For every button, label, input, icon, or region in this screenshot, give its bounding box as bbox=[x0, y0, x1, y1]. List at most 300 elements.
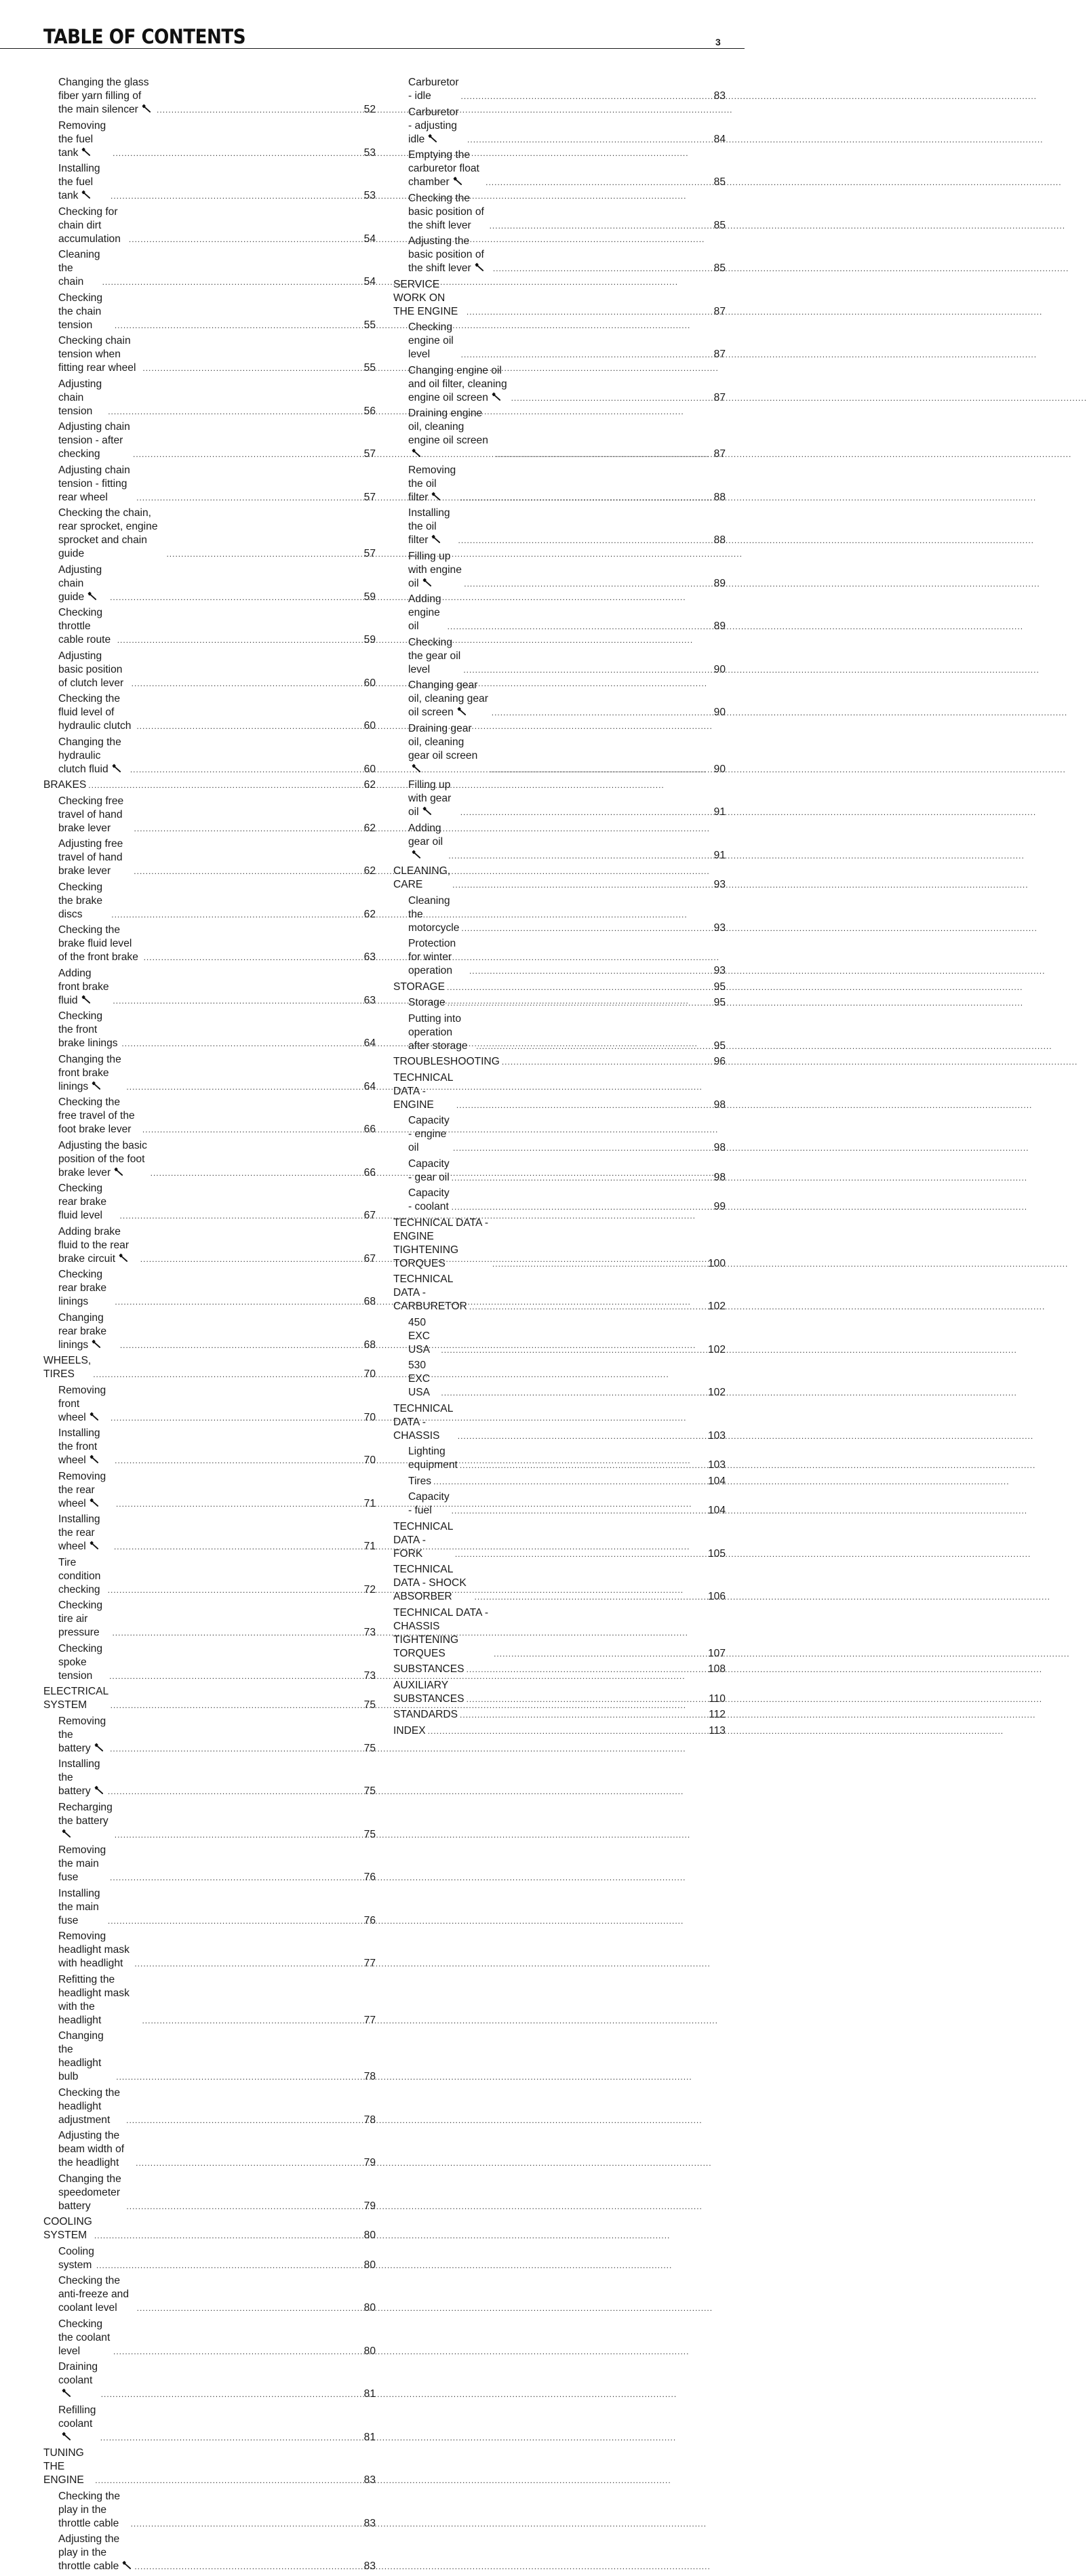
toc-section-heading[interactable] bbox=[393, 1563, 726, 1604]
toc-dot-leader bbox=[120, 1209, 360, 1223]
toc-dot-leader bbox=[144, 951, 360, 964]
toc-entry-label bbox=[58, 205, 127, 246]
toc-section-heading[interactable] bbox=[393, 865, 726, 892]
toc-entry[interactable] bbox=[43, 334, 376, 375]
wrench-icon bbox=[61, 2432, 72, 2441]
toc-entry[interactable] bbox=[43, 1182, 376, 1223]
toc-entry[interactable] bbox=[43, 2173, 376, 2213]
toc-entry[interactable] bbox=[43, 1053, 376, 1094]
toc-entry-label bbox=[58, 507, 164, 561]
toc-section-heading[interactable] bbox=[393, 980, 726, 994]
toc-entry-text: Changing the speedometer battery bbox=[58, 2173, 121, 2212]
toc-entry[interactable] bbox=[393, 1490, 726, 1518]
toc-dot-leader bbox=[460, 1459, 706, 1472]
toc-entry[interactable] bbox=[43, 119, 376, 160]
toc-entry-label bbox=[58, 881, 109, 922]
toc-page-number: 62 bbox=[363, 822, 376, 834]
toc-entry-text: Carburetor - idle bbox=[408, 77, 459, 102]
toc-entry-text: Installing the front wheel bbox=[58, 1427, 100, 1466]
toc-entry[interactable] bbox=[393, 679, 726, 719]
toc-entry[interactable] bbox=[43, 1268, 376, 1309]
toc-entry-text: Adjusting chain tension - after checking bbox=[58, 421, 130, 460]
toc-entry-text: Removing headlight mask with headlight bbox=[58, 1930, 130, 1969]
toc-entry-text: Changing engine oil and oil filter, cleaning engine oil screen bbox=[408, 364, 507, 403]
toc-dot-leader bbox=[126, 2200, 360, 2213]
toc-entry[interactable] bbox=[393, 937, 726, 978]
toc-entry-text: Changing the hydraulic clutch fluid bbox=[58, 736, 121, 775]
toc-entry-label bbox=[58, 2129, 134, 2170]
toc-entry-text: Checking the fluid level of hydraulic clutch bbox=[58, 693, 132, 732]
toc-entry-label bbox=[58, 2173, 124, 2213]
toc-entry-text: Changing the glass fiber yarn filling of the main silencer bbox=[58, 77, 149, 115]
toc-entry[interactable] bbox=[43, 1225, 376, 1266]
toc-entry[interactable] bbox=[393, 235, 726, 275]
toc-entry[interactable] bbox=[43, 292, 376, 332]
toc-entry-label bbox=[393, 1402, 456, 1443]
toc-dot-leader bbox=[113, 2345, 360, 2358]
wrench-icon bbox=[81, 995, 92, 1004]
toc-entry[interactable] bbox=[393, 106, 726, 146]
toc-entry-label bbox=[408, 679, 490, 719]
toc-entry[interactable] bbox=[43, 378, 376, 418]
toc-page-number: 102 bbox=[707, 1343, 726, 1355]
toc-page-number: 87 bbox=[713, 448, 726, 460]
toc-page-number: 59 bbox=[363, 591, 376, 603]
toc-entry-label bbox=[393, 278, 465, 319]
toc-page-number: 80 bbox=[363, 2230, 376, 2241]
toc-entry[interactable] bbox=[43, 2129, 376, 2170]
toc-entry-text: Removing the main fuse bbox=[58, 1844, 106, 1883]
toc-page-number: 90 bbox=[713, 763, 726, 775]
toc-entry-text: Adding brake fluid to the rear brake circuit bbox=[58, 1225, 130, 1265]
toc-entry[interactable] bbox=[43, 1887, 376, 1928]
toc-entry-label bbox=[408, 822, 446, 863]
toc-entry-label bbox=[58, 1715, 108, 1756]
wrench-icon bbox=[118, 1253, 129, 1263]
toc-entry[interactable] bbox=[43, 837, 376, 878]
toc-dot-leader bbox=[469, 1300, 706, 1313]
toc-entry-label bbox=[408, 996, 446, 1010]
toc-entry-label bbox=[408, 636, 461, 677]
toc-page-number: 70 bbox=[363, 1411, 376, 1423]
toc-entry-label bbox=[408, 407, 494, 461]
toc-entry-label bbox=[43, 2215, 92, 2242]
toc-entry[interactable] bbox=[393, 1359, 726, 1400]
toc-entry-text: Draining coolant bbox=[58, 2361, 98, 2386]
toc-entry[interactable] bbox=[43, 736, 376, 776]
toc-section-heading[interactable] bbox=[393, 1679, 726, 1706]
toc-entry-label bbox=[393, 1606, 492, 1661]
toc-entry[interactable] bbox=[43, 1139, 376, 1180]
toc-entry[interactable] bbox=[393, 1316, 726, 1357]
toc-entry[interactable] bbox=[393, 550, 726, 591]
toc-dot-leader bbox=[452, 1200, 710, 1214]
toc-entry-text: Carburetor - adjusting idle bbox=[408, 106, 459, 145]
toc-entry[interactable] bbox=[43, 967, 376, 1008]
toc-dot-leader bbox=[464, 577, 710, 591]
toc-entry-text: Checking spoke tension bbox=[58, 1642, 103, 1682]
toc-entry[interactable] bbox=[393, 1475, 726, 1488]
toc-section-heading[interactable] bbox=[393, 1724, 726, 1738]
toc-entry-label bbox=[393, 1071, 454, 1112]
toc-entry-label bbox=[408, 364, 509, 405]
toc-entry[interactable] bbox=[43, 1715, 376, 1756]
toc-entry-label bbox=[408, 192, 488, 233]
toc-dot-leader bbox=[494, 1647, 706, 1661]
toc-entry[interactable] bbox=[393, 1114, 726, 1155]
toc-entry-text: SUBSTANCES bbox=[393, 1663, 465, 1675]
toc-entry-label bbox=[58, 736, 128, 776]
toc-entry[interactable] bbox=[43, 76, 376, 117]
toc-page-number: 79 bbox=[363, 2200, 376, 2212]
toc-entry[interactable] bbox=[393, 593, 726, 633]
toc-entry-text: Cleaning the motorcycle bbox=[408, 894, 460, 934]
toc-entry-label bbox=[58, 2360, 99, 2401]
toc-entry-label bbox=[58, 1801, 113, 1842]
toc-entry[interactable] bbox=[43, 205, 376, 246]
toc-dot-leader bbox=[126, 2114, 360, 2127]
toc-entry-label bbox=[58, 1844, 108, 1884]
toc-entry-text: Adjusting the play in the throttle cable bbox=[58, 2533, 120, 2572]
toc-entry[interactable] bbox=[43, 2404, 376, 2444]
toc-entry[interactable] bbox=[43, 795, 376, 835]
toc-entry[interactable] bbox=[393, 192, 726, 233]
toc-entry-text: Removing the rear wheel bbox=[58, 1470, 106, 1509]
toc-column-left bbox=[43, 76, 376, 2576]
page-number: 3 bbox=[715, 37, 721, 47]
toc-entry[interactable] bbox=[43, 1384, 376, 1425]
wrench-icon bbox=[427, 134, 438, 143]
toc-entry[interactable] bbox=[43, 248, 376, 289]
toc-page-number: 75 bbox=[363, 1785, 376, 1797]
toc-entry[interactable] bbox=[393, 1187, 726, 1214]
wrench-icon bbox=[89, 1498, 100, 1507]
wrench-icon bbox=[94, 1743, 104, 1752]
toc-entry[interactable] bbox=[43, 606, 376, 647]
toc-dot-leader bbox=[102, 275, 360, 289]
toc-entry[interactable] bbox=[393, 407, 726, 461]
toc-entry-label bbox=[408, 550, 462, 591]
toc-entry-label bbox=[58, 1973, 140, 2027]
toc-entry-text: Adjusting free travel of hand brake lever bbox=[58, 838, 123, 877]
toc-entry[interactable] bbox=[43, 507, 376, 561]
toc-page-number: 95 bbox=[713, 980, 726, 993]
toc-dot-leader bbox=[433, 1475, 706, 1488]
toc-entry-label bbox=[58, 1887, 106, 1928]
toc-entry[interactable] bbox=[43, 162, 376, 203]
toc-dot-leader bbox=[108, 1583, 360, 1597]
toc-entry-text: STANDARDS bbox=[393, 1709, 458, 1720]
toc-entry[interactable] bbox=[393, 722, 726, 776]
toc-entry-label bbox=[408, 937, 467, 978]
toc-entry[interactable] bbox=[43, 1010, 376, 1050]
toc-entry[interactable] bbox=[393, 1445, 726, 1472]
toc-entry[interactable] bbox=[43, 1311, 376, 1352]
toc-entry-label bbox=[58, 334, 140, 375]
toc-entry-label bbox=[58, 2533, 132, 2573]
toc-page-number: 95 bbox=[713, 1039, 726, 1052]
toc-entry-label bbox=[43, 1685, 108, 1712]
toc-section-heading[interactable] bbox=[393, 278, 726, 319]
toc-entry[interactable] bbox=[393, 507, 726, 547]
toc-dot-leader bbox=[115, 1454, 360, 1467]
toc-entry-label bbox=[58, 1225, 138, 1266]
toc-dot-leader bbox=[111, 908, 360, 922]
toc-entry[interactable] bbox=[393, 1012, 726, 1053]
toc-entry-text: Installing the main fuse bbox=[58, 1887, 100, 1926]
toc-section-heading[interactable] bbox=[393, 1520, 726, 1561]
toc-dot-leader bbox=[111, 1411, 360, 1425]
toc-page-number: 60 bbox=[363, 720, 376, 732]
toc-entry[interactable] bbox=[393, 778, 726, 819]
toc-entry-text: TECHNICAL DATA - FORK bbox=[393, 1520, 453, 1560]
toc-entry-text: Checking the gear oil level bbox=[408, 636, 461, 675]
toc-entry[interactable] bbox=[43, 1470, 376, 1511]
toc-entry-text: SERVICE WORK ON THE ENGINE bbox=[393, 278, 458, 317]
toc-dot-leader bbox=[453, 1141, 710, 1155]
toc-page-number: 53 bbox=[363, 190, 376, 201]
toc-entry-label bbox=[58, 1311, 118, 1352]
toc-entry[interactable] bbox=[43, 464, 376, 504]
toc-dot-leader bbox=[151, 1166, 360, 1180]
toc-entry-text: Checking the chain tension bbox=[58, 292, 103, 331]
toc-section-heading[interactable] bbox=[43, 1685, 376, 1712]
toc-entry-text: Installing the rear wheel bbox=[58, 1513, 100, 1552]
toc-entry-label bbox=[408, 1359, 439, 1400]
toc-page-number: 57 bbox=[363, 491, 376, 503]
toc-entry-text: TECHNICAL DATA - ENGINE bbox=[393, 1071, 453, 1111]
toc-entry[interactable] bbox=[43, 924, 376, 964]
toc-section-heading[interactable] bbox=[393, 1055, 726, 1069]
toc-entry-label bbox=[393, 1520, 453, 1561]
toc-entry-text: Emptying the carburetor float chamber bbox=[408, 149, 479, 188]
toc-entry[interactable] bbox=[43, 2533, 376, 2573]
toc-section-heading[interactable] bbox=[43, 1354, 376, 1381]
toc-entry-text: Filling up with engine oil bbox=[408, 550, 462, 589]
toc-entry[interactable] bbox=[393, 894, 726, 935]
toc-section-heading[interactable] bbox=[393, 1216, 726, 1271]
toc-page-number: 89 bbox=[713, 620, 726, 632]
toc-entry-label bbox=[408, 593, 446, 633]
toc-entry[interactable] bbox=[393, 464, 726, 504]
toc-page-number: 99 bbox=[713, 1201, 726, 1212]
toc-section-heading[interactable] bbox=[393, 1708, 726, 1722]
toc-entry-text: Adjusting the basic position of the foot brake lever bbox=[58, 1139, 147, 1178]
toc-page-number: 52 bbox=[363, 104, 376, 115]
wrench-icon bbox=[422, 806, 433, 816]
toc-page-number: 70 bbox=[363, 1454, 376, 1466]
toc-page-number: 53 bbox=[363, 146, 376, 159]
toc-dot-leader bbox=[93, 1368, 360, 1381]
toc-entry[interactable] bbox=[43, 420, 376, 461]
toc-entry[interactable] bbox=[43, 1642, 376, 1683]
toc-dot-leader bbox=[447, 980, 710, 994]
toc-page-number: 60 bbox=[363, 677, 376, 689]
toc-page-number: 83 bbox=[363, 2517, 376, 2529]
toc-page-number: 107 bbox=[707, 1647, 726, 1659]
toc-dot-leader bbox=[452, 878, 710, 892]
toc-entry-label bbox=[58, 2404, 98, 2444]
toc-entry[interactable] bbox=[393, 321, 726, 361]
toc-section-heading[interactable] bbox=[393, 1606, 726, 1661]
toc-page-number: 59 bbox=[363, 634, 376, 646]
toc-page-number: 93 bbox=[713, 922, 726, 934]
toc-entry[interactable] bbox=[393, 636, 726, 677]
toc-entry[interactable] bbox=[43, 563, 376, 604]
toc-section-heading[interactable] bbox=[393, 1402, 726, 1443]
toc-entry-label bbox=[58, 924, 142, 964]
toc-entry[interactable] bbox=[43, 1556, 376, 1597]
toc-entry-text: TUNING THE ENGINE bbox=[43, 2447, 84, 2486]
toc-dot-leader bbox=[461, 90, 710, 103]
toc-dot-leader bbox=[133, 448, 360, 461]
toc-entry[interactable] bbox=[43, 1844, 376, 1884]
toc-entry-text: Recharging the battery bbox=[58, 1801, 113, 1827]
toc-entry-text: Protection for winter operation bbox=[408, 938, 456, 976]
toc-entry[interactable] bbox=[43, 881, 376, 922]
wrench-icon bbox=[113, 1167, 124, 1176]
toc-entry-label bbox=[393, 1663, 465, 1676]
toc-entry-text: Tires bbox=[408, 1475, 432, 1487]
toc-entry[interactable] bbox=[43, 692, 376, 733]
toc-dot-leader bbox=[493, 262, 710, 275]
toc-entry[interactable] bbox=[43, 2360, 376, 2401]
wrench-icon bbox=[91, 1081, 102, 1090]
toc-page-number: 78 bbox=[363, 2114, 376, 2126]
toc-entry-label bbox=[58, 1139, 149, 1180]
toc-entry-text: Filling up with gear oil bbox=[408, 779, 452, 818]
toc-entry-label bbox=[408, 894, 459, 935]
page-header bbox=[0, 24, 745, 49]
toc-dot-leader bbox=[136, 491, 360, 504]
toc-dot-leader bbox=[463, 663, 710, 677]
toc-dot-leader bbox=[467, 305, 710, 319]
toc-entry[interactable] bbox=[43, 1513, 376, 1553]
toc-dot-leader bbox=[142, 361, 360, 375]
toc-dot-leader bbox=[115, 1295, 360, 1309]
toc-entry-label bbox=[408, 106, 465, 146]
toc-entry-label bbox=[393, 1679, 465, 1706]
toc-page-number: 62 bbox=[363, 779, 376, 791]
toc-entry-label bbox=[393, 1563, 473, 1604]
toc-entry-label bbox=[58, 2086, 124, 2127]
toc-entry[interactable] bbox=[43, 1599, 376, 1640]
toc-page-number: 87 bbox=[713, 391, 726, 403]
toc-column-right bbox=[393, 76, 726, 1740]
wrench-icon bbox=[411, 448, 422, 458]
toc-dot-leader bbox=[96, 2259, 360, 2272]
toc-dot-leader bbox=[115, 319, 360, 332]
toc-dot-leader bbox=[116, 2070, 360, 2084]
toc-entry[interactable] bbox=[43, 2490, 376, 2531]
toc-section-heading[interactable] bbox=[43, 2215, 376, 2242]
toc-dot-leader bbox=[137, 2301, 360, 2315]
toc-dot-leader bbox=[110, 1742, 360, 1756]
toc-entry-text: Capacity - fuel bbox=[408, 1491, 450, 1516]
toc-entry-label bbox=[58, 119, 111, 160]
toc-entry[interactable] bbox=[43, 2318, 376, 2358]
toc-dot-leader bbox=[142, 2014, 360, 2027]
toc-entry-text: Checking free travel of hand brake lever bbox=[58, 795, 124, 834]
toc-entry-text: Checking rear brake linings bbox=[58, 1269, 107, 1307]
toc-dot-leader bbox=[130, 763, 360, 776]
toc-dot-leader bbox=[461, 348, 710, 361]
toc-entry[interactable] bbox=[393, 364, 726, 405]
toc-page-number: 87 bbox=[713, 305, 726, 317]
toc-dot-leader bbox=[134, 822, 360, 835]
toc-entry-text: Draining gear oil, cleaning gear oil screen bbox=[408, 722, 478, 761]
toc-page-number: 76 bbox=[363, 1914, 376, 1926]
toc-entry-label bbox=[408, 1114, 451, 1155]
toc-dot-leader bbox=[111, 189, 360, 203]
toc-entry-text: Installing the oil filter bbox=[408, 507, 450, 546]
toc-entry-text: Draining engine oil, cleaning engine oil screen bbox=[408, 408, 488, 446]
toc-entry-text: Installing the battery bbox=[58, 1758, 100, 1797]
toc-entry[interactable] bbox=[43, 2274, 376, 2315]
toc-entry[interactable] bbox=[43, 1801, 376, 1842]
toc-entry-label bbox=[408, 148, 483, 189]
toc-page-number: 55 bbox=[363, 362, 376, 374]
wrench-icon bbox=[87, 591, 98, 601]
toc-entry[interactable] bbox=[43, 2086, 376, 2127]
toc-entry-label bbox=[58, 1427, 113, 1467]
toc-entry-text: Checking throttle cable route bbox=[58, 607, 111, 646]
toc-dot-leader bbox=[134, 865, 360, 878]
toc-entry[interactable] bbox=[43, 650, 376, 690]
toc-entry[interactable] bbox=[393, 1157, 726, 1185]
toc-page-number: 77 bbox=[363, 2014, 376, 2026]
toc-dot-leader bbox=[110, 1871, 360, 1884]
toc-entry[interactable] bbox=[43, 1427, 376, 1467]
toc-page-number: 64 bbox=[363, 1080, 376, 1092]
toc-entry-text: Checking the anti-freeze and coolant level bbox=[58, 2275, 130, 2314]
toc-entry[interactable] bbox=[393, 148, 726, 189]
toc-entry-label bbox=[43, 778, 86, 792]
toc-entry[interactable] bbox=[393, 76, 726, 103]
toc-page-number: 81 bbox=[363, 2431, 376, 2443]
toc-section-heading[interactable] bbox=[393, 1663, 726, 1676]
toc-entry[interactable] bbox=[43, 1973, 376, 2027]
toc-entry-label bbox=[408, 235, 491, 275]
toc-entry-text: Capacity - coolant bbox=[408, 1187, 450, 1212]
toc-dot-leader bbox=[108, 405, 360, 418]
toc-entry[interactable] bbox=[43, 1096, 376, 1136]
toc-entry[interactable] bbox=[393, 996, 726, 1010]
toc-entry[interactable] bbox=[43, 2245, 376, 2272]
toc-entry-text: Checking engine oil level bbox=[408, 321, 454, 360]
toc-entry[interactable] bbox=[43, 1930, 376, 1970]
toc-entry-text: WHEELS, TIRES bbox=[43, 1355, 92, 1380]
toc-section-heading[interactable] bbox=[43, 778, 376, 792]
toc-section-heading[interactable] bbox=[43, 2446, 376, 2487]
toc-dot-leader bbox=[467, 133, 710, 146]
toc-entry[interactable] bbox=[393, 822, 726, 863]
toc-entry-label bbox=[58, 1053, 124, 1094]
toc-entry-text: Checking chain tension when fitting rear wheel bbox=[58, 335, 136, 374]
toc-page-number: 62 bbox=[363, 865, 376, 877]
toc-page-number: 66 bbox=[363, 1166, 376, 1178]
toc-page-number: 90 bbox=[713, 707, 726, 718]
toc-entry[interactable] bbox=[43, 1758, 376, 1798]
toc-dot-leader bbox=[142, 1123, 360, 1136]
wrench-icon bbox=[61, 1829, 72, 1838]
toc-entry-text: Refitting the headlight mask with the headlight bbox=[58, 1973, 130, 2026]
toc-section-heading[interactable] bbox=[393, 1071, 726, 1112]
toc-section-heading[interactable] bbox=[393, 1273, 726, 1313]
toc-page-number: 62 bbox=[363, 908, 376, 920]
toc-entry[interactable] bbox=[43, 2029, 376, 2084]
toc-dot-leader bbox=[492, 1257, 706, 1271]
